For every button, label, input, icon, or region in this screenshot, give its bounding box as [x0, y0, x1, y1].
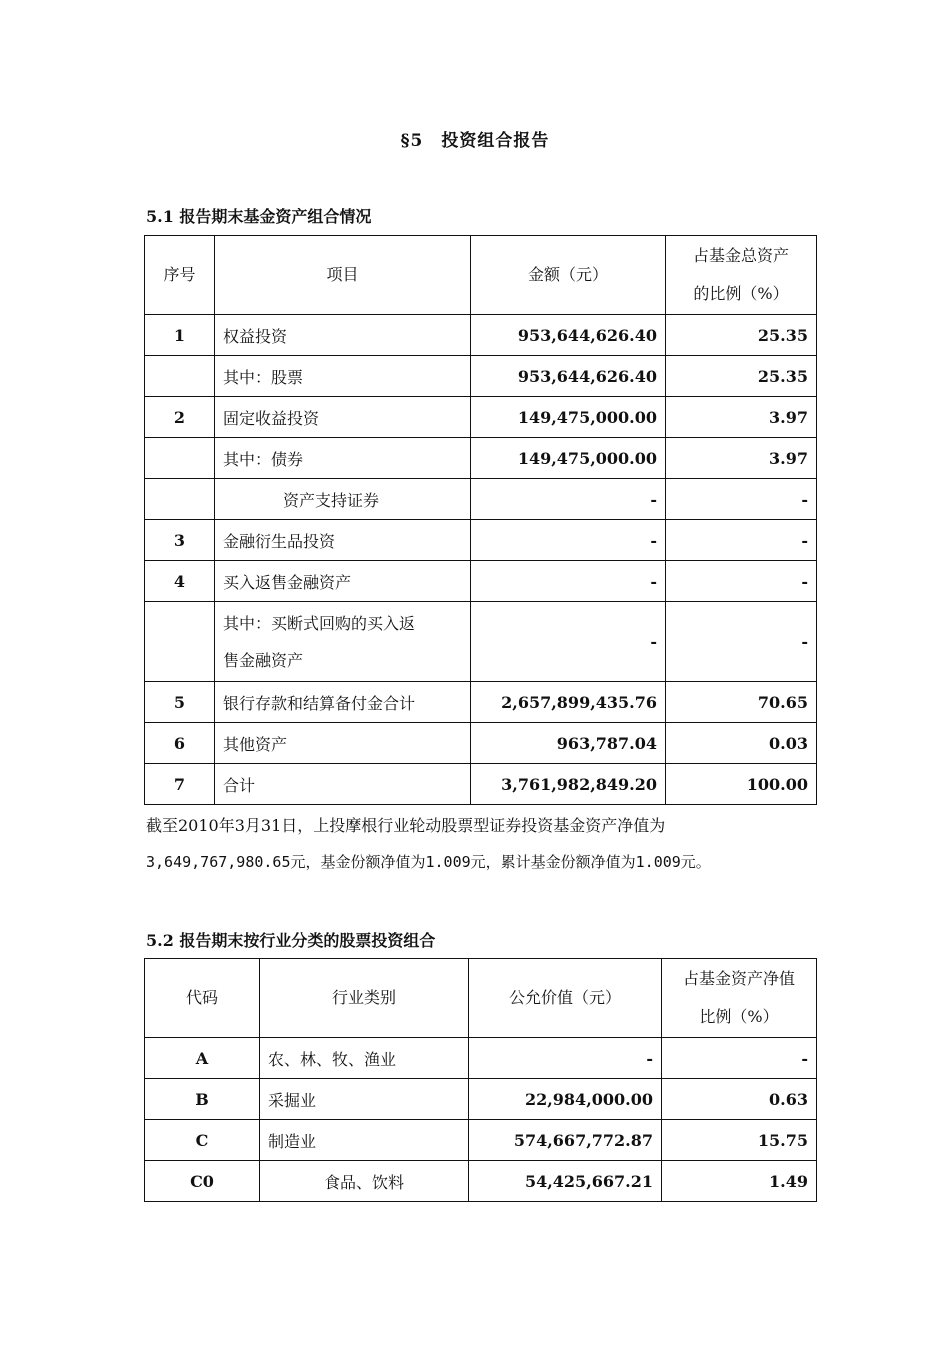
table-row: 5 银行存款和结算备付金合计 2,657,899,435.76 70.65 — [145, 682, 817, 723]
table-row-total: 7 合计 3,761,982,849.20 100.00 — [145, 764, 817, 805]
table-row: B 采掘业 22,984,000.00 0.63 — [145, 1079, 817, 1120]
table-row: A 农、林、牧、渔业 - - — [145, 1038, 817, 1079]
subsection-title-5-2: 5.2 报告期末按行业分类的股票投资组合 — [146, 931, 436, 950]
header-pct: 占基金资产净值 比例（%） — [662, 959, 817, 1038]
header-pct: 占基金总资产 的比例（%） — [666, 236, 817, 315]
table-header-row — [145, 959, 817, 1038]
header-industry: 行业类别 — [260, 959, 469, 1038]
header-amount: 金额（元） — [471, 236, 666, 315]
header-value: 公允价值（元） — [469, 959, 662, 1038]
table-row: 2 固定收益投资 149,475,000.00 3.97 — [145, 397, 817, 438]
industry-table — [144, 958, 817, 1202]
asset-allocation-table — [144, 235, 817, 805]
table-row: C0 食品、饮料 54,425,667.21 1.49 — [145, 1161, 817, 1202]
table-header-row — [145, 236, 817, 315]
table-row: 其中：买断式回购的买入返 售金融资产 - - — [145, 602, 817, 682]
section-title: §5 投资组合报告 — [400, 131, 550, 151]
table-row: 3 金融衍生品投资 - - — [145, 520, 817, 561]
nav-note: 截至2010年3月31日，上投摩根行业轮动股票型证券投资基金资产净值为 3,649,767,980.65元，基金份额净值为1.009元，累计基金份额净值为1.009元。 — [146, 816, 711, 871]
table-row: 4 买入返售金融资产 - - — [145, 561, 817, 602]
table-row: 资产支持证券 - - — [145, 479, 817, 520]
table-row: C 制造业 574,667,772.87 15.75 — [145, 1120, 817, 1161]
table-row: 其中：股票 953,644,626.40 25.35 — [145, 356, 817, 397]
table-row: 1 权益投资 953,644,626.40 25.35 — [145, 315, 817, 356]
header-item: 项目 — [215, 236, 471, 315]
subsection-title-5-1: 5.1 报告期末基金资产组合情况 — [146, 207, 372, 226]
table-row: 6 其他资产 963,787.04 0.03 — [145, 723, 817, 764]
header-code: 代码 — [145, 959, 260, 1038]
header-no: 序号 — [145, 236, 215, 315]
table-row: 其中：债券 149,475,000.00 3.97 — [145, 438, 817, 479]
